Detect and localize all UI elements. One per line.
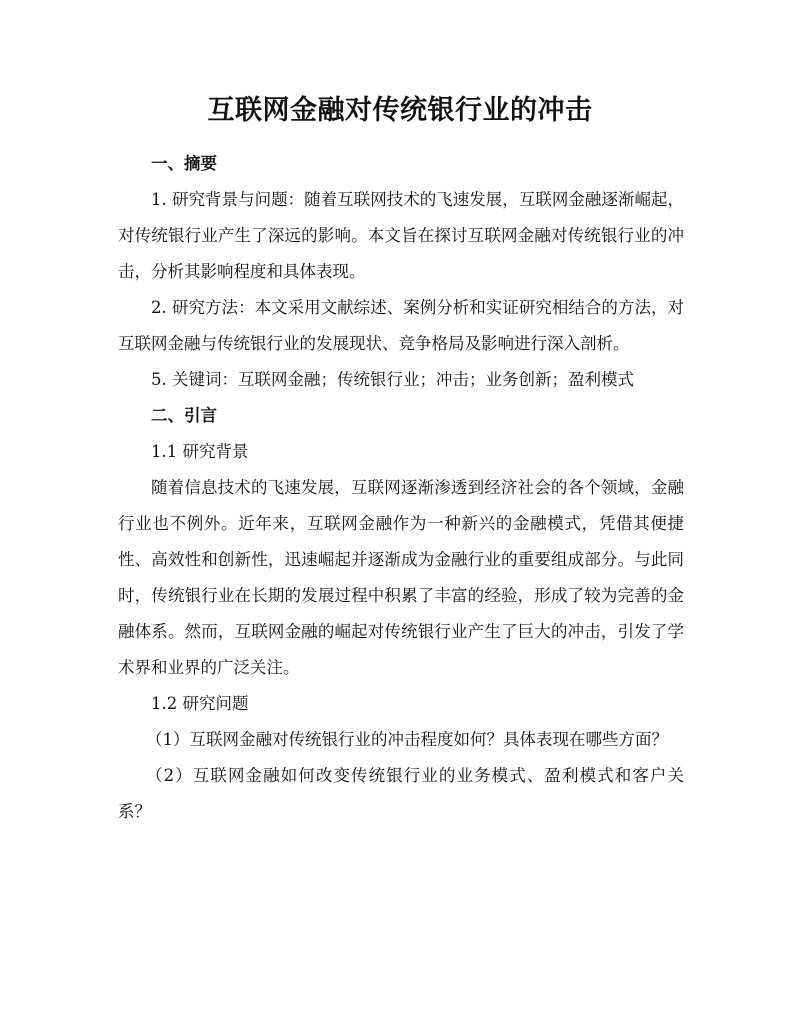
abstract-keywords: 5. 关键词：互联网金融；传统银行业；冲击；业务创新；盈利模式 (151, 370, 634, 389)
introduction-heading: 二、引言 (151, 406, 217, 425)
research-background-title: 1.1 研究背景 (151, 442, 249, 461)
abstract-item-1: 1. 研究背景与问题：随着互联网技术的飞速发展，互联网金融逐渐崛起，对传统银行业产生了深远的影响。本文旨在探讨互联网金融对传统银行业的冲击，分析其影响程度和具体表现。 (118, 190, 684, 281)
research-question-1: （1）互联网金融对传统银行业的冲击程度如何？具体表现在哪些方面？ (146, 730, 669, 749)
document-title: 互联网金融对传统银行业的冲击 (207, 95, 593, 126)
abstract-item-2: 2. 研究方法：本文采用文献综述、案例分析和实证研究相结合的方法，对互联网金融与传统银行业的发展现状、竞争格局及影响进行深入剖析。 (118, 298, 684, 353)
research-question-2: （2）互联网金融如何改变传统银行业的业务模式、盈利模式和客户关系？ (118, 766, 684, 821)
research-questions-title: 1.2 研究问题 (151, 694, 249, 713)
abstract-heading: 一、摘要 (151, 154, 217, 173)
document-body (118, 146, 684, 830)
research-background-text: 随着信息技术的飞速发展，互联网逐渐渗透到经济社会的各个领域，金融行业也不例外。近年来，互联网金融作为一种新兴的金融模式，凭借其便捷性、高效性和创新性，迅速崛起并逐渐成为金融行业的重要组成部分。与此同时，传统银行业在长期的发展过程中积累了丰富的经验，形成了较为完善的金融体系。然而，互联网金融的崛起对传统银行业产生了巨大的冲击，引发了学术界和业界的广泛关注。 (118, 478, 684, 677)
